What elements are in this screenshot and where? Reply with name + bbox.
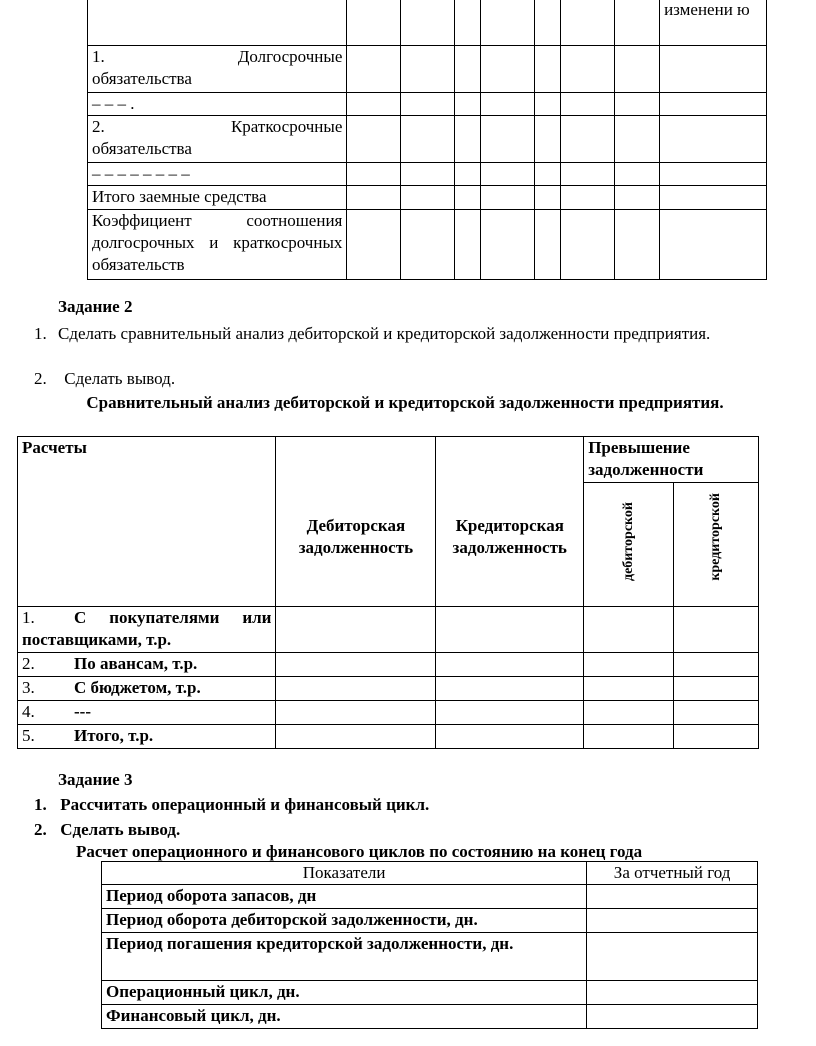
table-row xyxy=(102,862,758,885)
header-period: За отчетный год xyxy=(587,862,758,885)
table-row xyxy=(88,93,767,116)
table-row xyxy=(102,933,758,981)
task3-item-1 xyxy=(34,795,429,815)
row-label-cell xyxy=(18,725,276,749)
task3-table-title: Расчет операционного и финансового циклов по состоянию на конец года xyxy=(76,842,643,861)
task3-item-2 xyxy=(34,820,180,840)
row-label: С бюджетом, т.р. xyxy=(74,678,201,697)
table-row xyxy=(88,46,767,93)
item-text: Сделать вывод. xyxy=(64,369,176,388)
header-excess-payable-cell xyxy=(674,483,759,607)
row-label: Операционный цикл, дн. xyxy=(102,981,587,1005)
task2-item-2 xyxy=(34,369,175,389)
table-row xyxy=(102,909,758,933)
item-text: Сделать вывод. xyxy=(60,820,181,839)
task2-title: Задание 2 xyxy=(58,297,133,316)
row-number: 4. xyxy=(22,702,35,721)
header-calc: Расчеты xyxy=(18,437,276,607)
table-row xyxy=(102,1005,758,1029)
task3-title: Задание 3 xyxy=(58,770,133,789)
row-label-cell xyxy=(18,701,276,725)
row-label: Период погашения кредиторской задолженности, дн. xyxy=(102,933,587,981)
row-label: Период оборота дебиторской задолженности, дн. xyxy=(102,909,587,933)
header-receivable: Дебиторская задолженность xyxy=(276,437,436,607)
row-number: 3. xyxy=(22,678,35,697)
table-row xyxy=(18,701,759,725)
table-row xyxy=(18,677,759,701)
item-text: Сделать сравнительный анализ дебиторской и кредиторской задолженности предприятия. xyxy=(58,324,711,343)
cycles-table xyxy=(101,861,758,1029)
table-row xyxy=(102,981,758,1005)
row-label: Финансовый цикл, дн. xyxy=(102,1005,587,1029)
header-excess: Превышение задолженности xyxy=(584,437,759,483)
row-label: 1. Долгосрочные обязательства xyxy=(88,46,347,93)
row-number: 5. xyxy=(22,726,35,745)
row-label: Итого, т.р. xyxy=(74,726,154,745)
row-label: ‒ ‒ ‒ ‒ ‒ ‒ ‒ ‒ xyxy=(88,163,347,186)
row-label: По авансам, т.р. xyxy=(74,654,198,673)
table-row xyxy=(18,607,759,653)
row-label: ‒ ‒ ‒ . xyxy=(88,93,347,116)
item-number: 2. xyxy=(34,369,47,388)
table-row xyxy=(88,186,767,210)
table-row xyxy=(88,116,767,163)
row-label-cell xyxy=(18,653,276,677)
item-number: 1. xyxy=(34,324,47,343)
row-label: Итого заемные средства xyxy=(88,186,347,210)
item-number: 2. xyxy=(34,820,47,839)
header-payable: Кредиторская задолженность xyxy=(436,437,584,607)
row-label-cell xyxy=(18,677,276,701)
row-label-cell xyxy=(18,607,276,653)
row-label: 2. Краткосрочные обязательства xyxy=(88,116,347,163)
header-excess-payable: кредиторской xyxy=(708,493,724,581)
row-number: 2. xyxy=(22,654,35,673)
header-cell-change: изменени ю xyxy=(660,0,767,46)
item-text: Рассчитать операционный и финансовый цикл. xyxy=(60,795,430,814)
header-indicators: Показатели xyxy=(102,862,587,885)
receivables-payables-table xyxy=(17,436,759,749)
table-row xyxy=(88,210,767,280)
table-row xyxy=(18,437,759,483)
table-row xyxy=(18,653,759,677)
table-row xyxy=(88,163,767,186)
table-row xyxy=(102,885,758,909)
table-row xyxy=(18,725,759,749)
item-number: 1. xyxy=(34,795,47,814)
header-excess-receivable-cell xyxy=(584,483,674,607)
header-excess-receivable: дебиторской xyxy=(620,501,636,581)
table-row xyxy=(88,0,767,46)
row-number: 1. xyxy=(22,608,35,627)
row-label: --- xyxy=(74,702,91,721)
task2-item-1 xyxy=(34,324,758,344)
row-label: С покупателями или поставщиками, т.р. xyxy=(22,608,272,649)
task2-table-title: Сравнительный анализ дебиторской и кредиторской задолженности предприятия. xyxy=(86,393,724,412)
liabilities-table xyxy=(87,0,767,280)
row-label: Коэффициент соотношения долгосрочных и краткосрочных обязательств xyxy=(88,210,347,280)
row-label: Период оборота запасов, дн xyxy=(102,885,587,909)
